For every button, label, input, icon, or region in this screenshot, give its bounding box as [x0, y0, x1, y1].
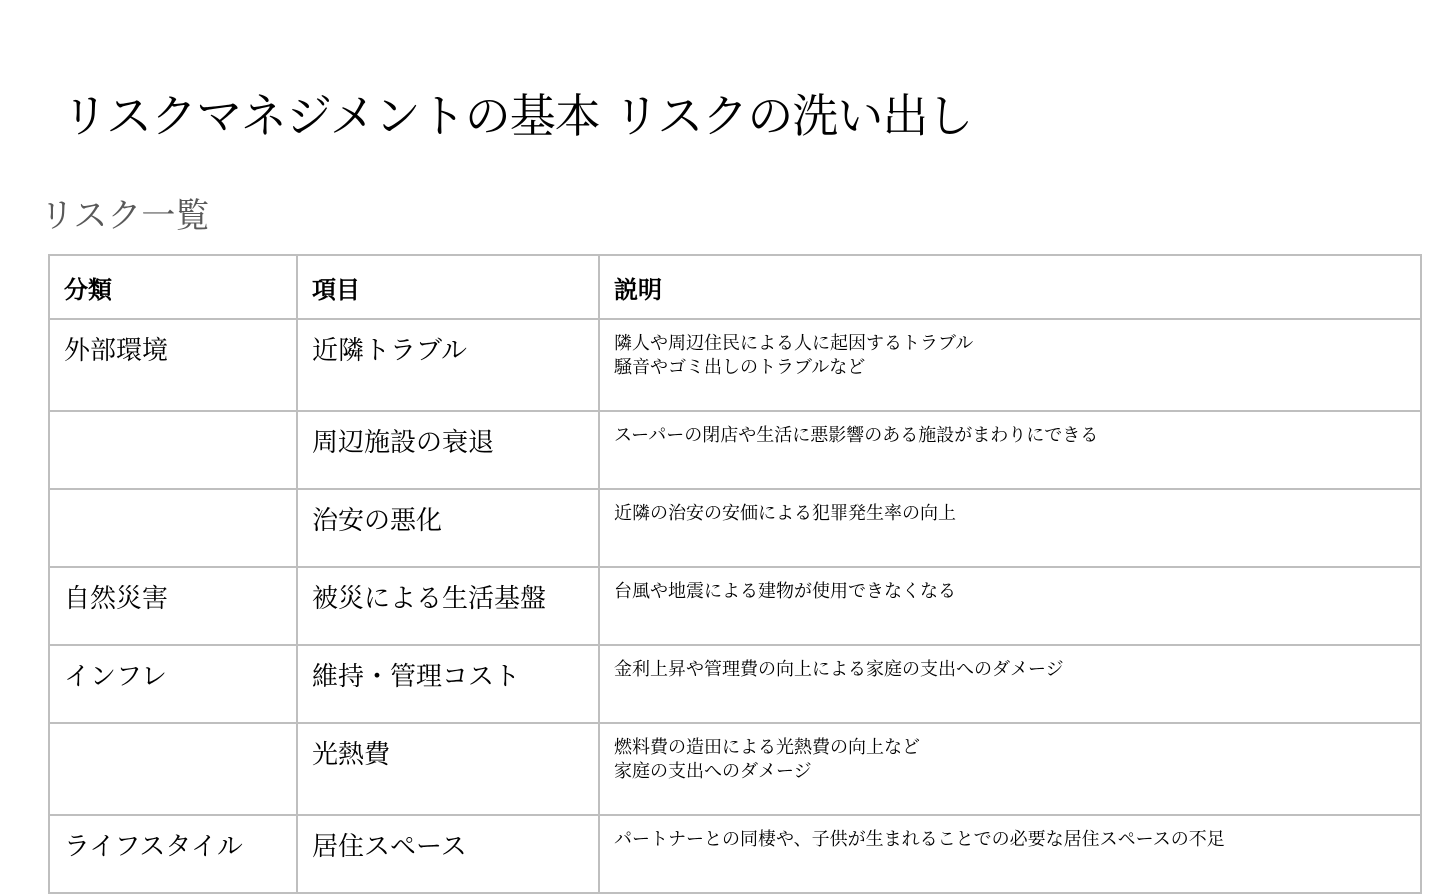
- risk-table: [48, 254, 1422, 894]
- category-cell: インフレ: [49, 645, 297, 723]
- item-cell: 近隣トラブル: [297, 319, 599, 411]
- description-line: 隣人や周辺住民による人に起因するトラブル: [614, 333, 974, 354]
- category-cell: ライフスタイル: [49, 815, 297, 893]
- slide-title: リスクマネジメントの基本 リスクの洗い出し: [62, 89, 973, 143]
- item-cell: 居住スペース: [297, 815, 599, 893]
- description-cell: [599, 489, 1421, 567]
- header-category: 分類: [49, 255, 297, 319]
- description-line: 騒音やゴミ出しのトラブルなど: [614, 357, 866, 378]
- table-row: [49, 645, 1421, 723]
- table-row: [49, 815, 1421, 893]
- item-cell: 維持・管理コスト: [297, 645, 599, 723]
- description-cell: [599, 645, 1421, 723]
- category-cell: 自然災害: [49, 567, 297, 645]
- table-header-row: [49, 255, 1421, 319]
- category-cell: 外部環境: [49, 319, 297, 411]
- description-line: スーパーの閉店や生活に悪影響のある施設がまわりにできる: [614, 425, 1099, 446]
- description-line: 近隣の治安の安価による犯罪発生率の向上: [614, 503, 956, 524]
- description-cell: [599, 319, 1421, 411]
- header-description: 説明: [599, 255, 1421, 319]
- description-cell: [599, 411, 1421, 489]
- item-cell: 周辺施設の衰退: [297, 411, 599, 489]
- slide-subtitle: リスク一覧: [40, 196, 210, 236]
- description-cell: [599, 723, 1421, 815]
- table-row: [49, 489, 1421, 567]
- item-cell: 光熱費: [297, 723, 599, 815]
- description-line: 金利上昇や管理費の向上による家庭の支出へのダメージ: [614, 659, 1064, 680]
- header-item: 項目: [297, 255, 599, 319]
- description-cell: [599, 815, 1421, 893]
- category-cell: [49, 489, 297, 567]
- description-line: 台風や地震による建物が使用できなくなる: [614, 581, 956, 602]
- description-line: 燃料費の造田による光熱費の向上など: [614, 737, 920, 758]
- item-cell: 被災による生活基盤: [297, 567, 599, 645]
- category-cell: [49, 411, 297, 489]
- table-row: [49, 411, 1421, 489]
- table-row: [49, 723, 1421, 815]
- table-row: [49, 319, 1421, 411]
- description-line: パートナーとの同棲や、子供が生まれることでの必要な居住スペースの不足: [614, 829, 1225, 850]
- table-row: [49, 567, 1421, 645]
- description-line: 家庭の支出へのダメージ: [614, 761, 812, 782]
- item-cell: 治安の悪化: [297, 489, 599, 567]
- category-cell: [49, 723, 297, 815]
- description-cell: [599, 567, 1421, 645]
